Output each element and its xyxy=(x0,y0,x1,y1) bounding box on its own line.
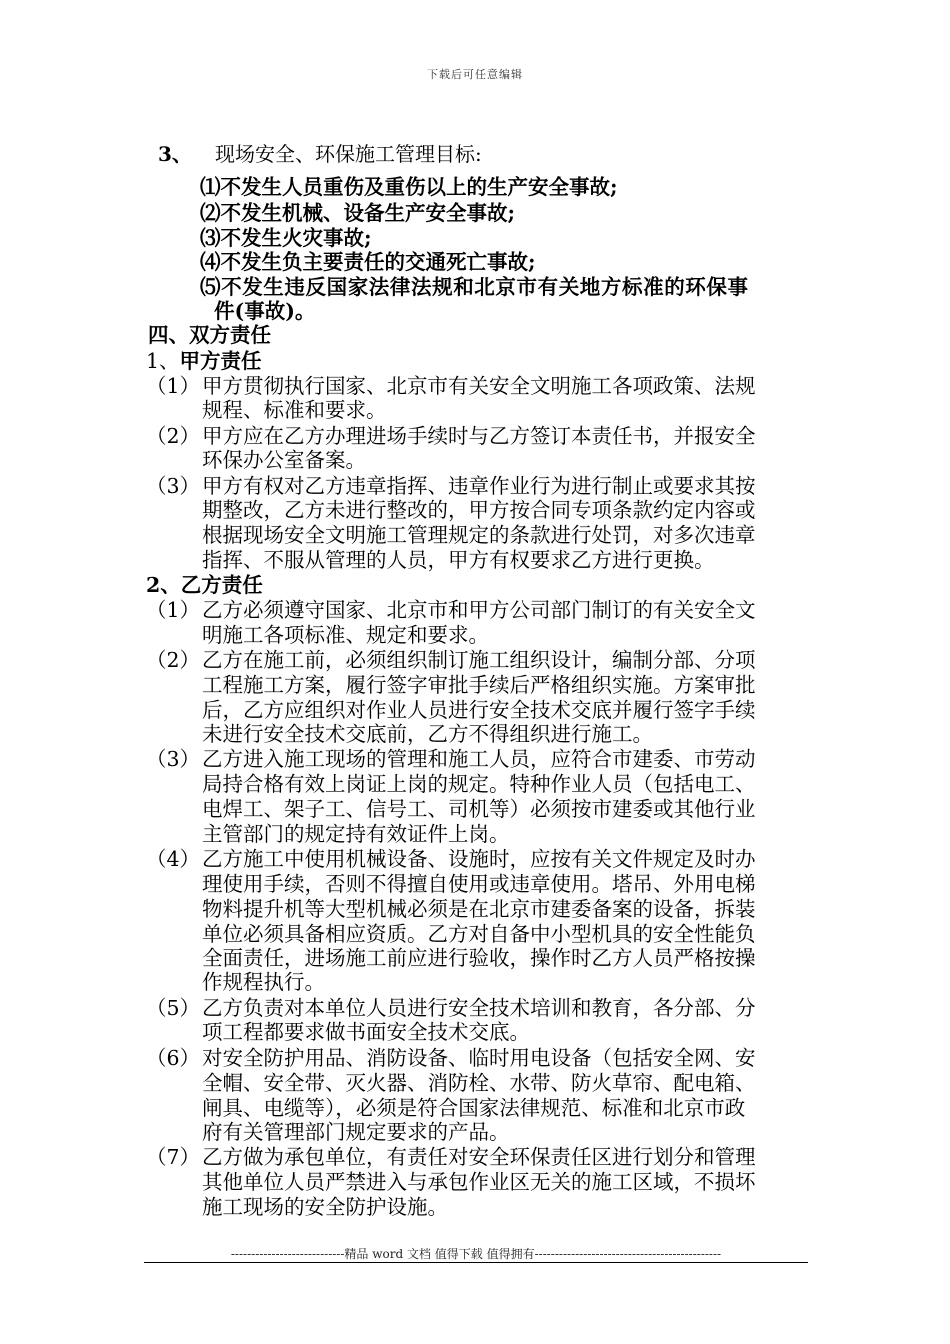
party-a-item-2-line-2: 环保办公室备案。 xyxy=(202,448,366,472)
party-b-item-6-number: （6） xyxy=(146,1046,201,1070)
party-b-item-2-line-3: 后，乙方应组织对作业人员进行安全技术交底并履行签字手续 xyxy=(202,698,756,722)
party-b-item-6-line-4: 府有关管理部门规定要求的产品。 xyxy=(202,1120,510,1144)
target-item-1: ⑴不发生人员重伤及重伤以上的生产安全事故; xyxy=(200,175,618,199)
party-a-item-1-number: （1） xyxy=(146,374,201,398)
party-b-item-1-line-1: 乙方必须遵守国家、北京市和甲方公司部门制订的有关安全文 xyxy=(202,598,756,622)
party-b-item-4-line-6: 作规程执行。 xyxy=(202,970,325,994)
party-b-item-5-line-2: 项工程都要求做书面安全技术交底。 xyxy=(202,1020,530,1044)
party-b-item-3-line-3: 电焊工、架子工、信号工、司机等）必须按市建委或其他行业 xyxy=(202,797,756,821)
party-b-item-4-line-1: 乙方施工中使用机械设备、设施时，应按有关文件规定及时办 xyxy=(202,847,756,871)
footer-divider xyxy=(144,1262,808,1263)
party-a-item-3-line-3: 根据现场安全文明施工管理规定的条款进行处罚，对多次违章 xyxy=(202,523,756,547)
party-a-item-1-line-2: 规程、标准和要求。 xyxy=(202,398,387,422)
party-b-item-7-line-1: 乙方做为承包单位，有责任对安全环保责任区进行划分和管理 xyxy=(202,1145,756,1169)
party-b-item-1-number: （1） xyxy=(146,598,201,622)
party-b-item-3-line-4: 主管部门的规定持有效证件上岗。 xyxy=(202,822,510,846)
party-b-item-4-line-4: 单位必须具备相应资质。乙方对自备中小型机具的安全性能负 xyxy=(202,922,756,946)
section-4-title: 四、双方责任 xyxy=(148,323,271,347)
party-b-item-4-line-2: 理使用手续，否则不得擅自使用或违章使用。塔吊、外用电梯 xyxy=(202,872,756,896)
party-b-item-5-number: （5） xyxy=(146,996,201,1020)
section-3-number: 3、 xyxy=(158,142,192,166)
party-b-item-6-line-2: 全帽、安全带、灭火器、消防栓、水带、防火草帘、配电箱、 xyxy=(202,1071,756,1095)
party-b-item-5-line-1: 乙方负责对本单位人员进行安全技术培训和教育，各分部、分 xyxy=(202,996,756,1020)
target-item-4: ⑷不发生负主要责任的交通死亡事故; xyxy=(200,250,536,274)
party-b-item-7-line-2: 其他单位人员严禁进入与承包作业区无关的施工区域，不损坏 xyxy=(202,1170,756,1194)
party-a-item-3-line-4: 指挥、不服从管理的人员，甲方有权要求乙方进行更换。 xyxy=(202,548,715,572)
party-b-item-4-line-3: 物料提升机等大型机械必须是在北京市建委备案的设备，拆装 xyxy=(202,897,756,921)
target-item-2: ⑵不发生机械、设备生产安全事故; xyxy=(200,201,516,225)
party-a-item-3-line-1: 甲方有权对乙方违章指挥、违章作业行为进行制止或要求其按 xyxy=(202,474,756,498)
party-b-item-6-line-3: 闸具、电缆等），必须是符合国家法律规范、标准和北京市政 xyxy=(202,1096,746,1120)
section-3-title: 现场安全、环保施工管理目标: xyxy=(215,142,482,166)
party-a-item-2-number: （2） xyxy=(146,424,201,448)
party-b-item-7-number: （7） xyxy=(146,1145,201,1169)
target-item-3: ⑶不发生火灾事故; xyxy=(200,226,372,250)
target-item-5-cont: 件(事故)。 xyxy=(214,299,316,323)
party-b-item-3-line-1: 乙方进入施工现场的管理和施工人员，应符合市建委、市劳动 xyxy=(202,747,756,771)
party-b-item-3-number: （3） xyxy=(146,747,201,771)
party-a-heading-number: 1、 xyxy=(146,349,180,373)
party-b-item-1-line-2: 明施工各项标准、规定和要求。 xyxy=(202,623,489,647)
party-b-item-6-line-1: 对安全防护用品、消防设备、临时用电设备（包括安全网、安 xyxy=(202,1046,756,1070)
party-a-heading xyxy=(146,349,262,373)
page-footer: ----------------------------精品 word 文档 值得下载 值得拥有---------------------------------------------- xyxy=(230,1247,722,1261)
party-b-item-2-line-4: 未进行安全技术交底前，乙方不得组织进行施工。 xyxy=(202,722,653,746)
party-b-item-2-line-2: 工程施工方案，履行签字审批手续后严格组织实施。方案审批 xyxy=(202,673,756,697)
party-a-item-2-line-1: 甲方应在乙方办理进场手续时与乙方签订本责任书，并报安全 xyxy=(202,424,756,448)
party-b-item-7-line-3: 施工现场的安全防护设施。 xyxy=(202,1195,448,1219)
party-b-item-4-line-5: 全面责任，进场施工前应进行验收，操作时乙方人员严格按操 xyxy=(202,946,756,970)
party-a-item-3-number: （3） xyxy=(146,474,201,498)
party-b-item-3-line-2: 局持合格有效上岗证上岗的规定。特种作业人员（包括电工、 xyxy=(202,772,756,796)
page-header: 下载后可任意编辑 xyxy=(427,68,523,81)
party-a-item-1-line-1: 甲方贯彻执行国家、北京市有关安全文明施工各项政策、法规 xyxy=(202,374,756,398)
party-b-item-2-number: （2） xyxy=(146,648,201,672)
target-item-5: ⑸不发生违反国家法律法规和北京市有关地方标准的环保事 xyxy=(200,275,749,299)
party-b-item-4-number: （4） xyxy=(146,847,201,871)
party-b-item-2-line-1: 乙方在施工前，必须组织制订施工组织设计，编制分部、分项 xyxy=(202,648,756,672)
party-b-heading: 2、乙方责任 xyxy=(146,573,263,597)
party-a-heading-text: 甲方责任 xyxy=(179,349,262,373)
party-a-item-3-line-2: 期整改，乙方未进行整改的，甲方按合同专项条款约定内容或 xyxy=(202,498,756,522)
